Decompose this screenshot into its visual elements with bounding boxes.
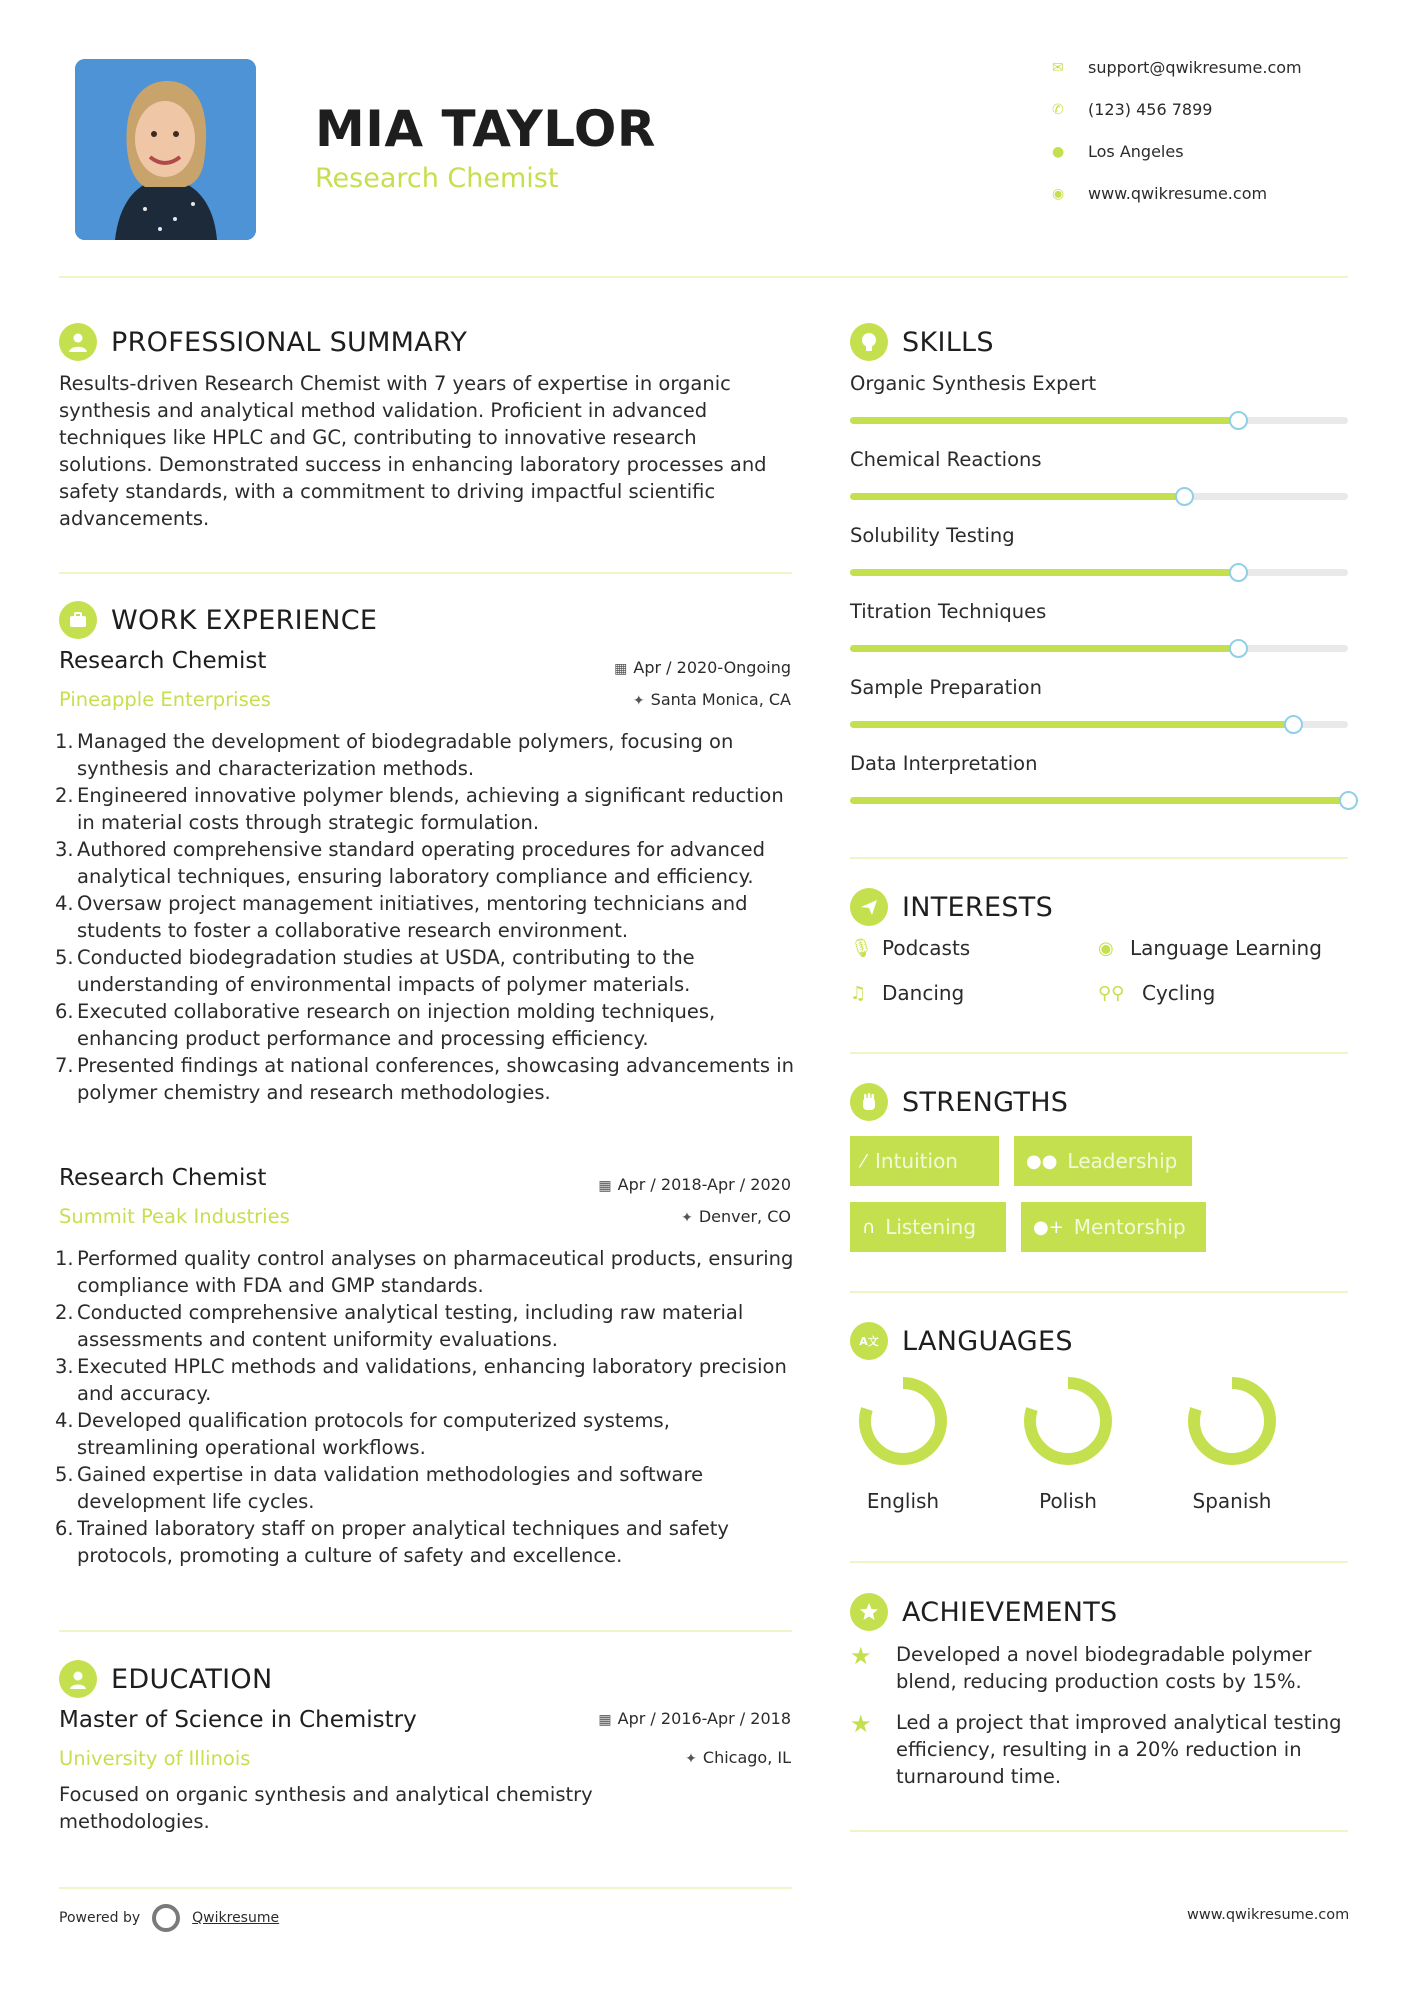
skill-name: Chemical Reactions [850,448,1042,471]
job-2-company: Summit Peak Industries [59,1205,290,1228]
language-label: English [866,1489,940,1513]
education-degree: Master of Science in Chemistry [59,1707,417,1733]
interest-podcasts: 🎙 Podcasts [850,936,971,960]
qwikresume-logo-icon [152,1904,180,1932]
education-description: Focused on organic synthesis and analytical chemistry methodologies. [59,1783,593,1833]
skill-bar-fill [850,721,1293,728]
job-1-company: Pineapple Enterprises [59,688,271,711]
skill-name: Solubility Testing [850,524,1015,547]
contact-location-text: Los Angeles [1088,142,1184,161]
job-1-title: Research Chemist [59,648,267,674]
pin-icon: ✦ [685,1751,697,1767]
skill-bar [850,645,1348,652]
skill-bar-fill [850,797,1348,804]
pin-icon: ✦ [681,1210,693,1226]
work-heading-text: WORK EXPERIENCE [111,604,378,636]
achievements-heading [850,1593,1118,1631]
achievement-2: Led a project that improved analytical testing efficiency, resulting in a 20% reduction in turnaround time. [896,1711,1342,1788]
list-item: 3. Executed HPLC methods and validations, enhancing laboratory precision and accuracy. [55,1355,787,1405]
powered-by-text: Powered by [59,1910,141,1926]
language-level-arc [865,1383,941,1459]
lightbulb-icon [850,323,888,361]
pin-icon: ✦ [632,693,645,709]
job-1-dates-text: Apr / 2020-Ongoing [633,658,791,677]
calendar-icon: ▦ [614,661,628,677]
skill-bar-fill [850,569,1238,576]
calendar-icon: ▦ [598,1712,612,1728]
skill-name: Data Interpretation [850,752,1038,775]
skill-bar [850,493,1348,500]
translate-icon: A文 [850,1322,888,1360]
education-location [685,1748,791,1767]
list-item: 5. Conducted biodegradation studies at USDA, contributing to the understanding of environmental impacts of polymer materials. [55,946,695,996]
language-level-arc [1030,1383,1106,1459]
job-1-duties [55,728,794,1106]
education-school: University of Illinois [59,1747,251,1770]
language-level-arc [1194,1383,1270,1459]
skills-divider [850,857,1348,859]
job-2-location [681,1207,791,1226]
work-heading [59,601,377,639]
list-item: 1. Performed quality control analyses on pharmaceutical products, ensuring compliance with FDA and GMP standards. [55,1247,794,1297]
brand-link[interactable]: Qwikresume [192,1910,280,1926]
contact-website-text: www.qwikresume.com [1088,184,1268,203]
interest-cycling: ⚲⚲ Cycling [1098,981,1216,1005]
language-level-ring [1182,1371,1282,1471]
envelope-icon: ✉ [1052,59,1064,76]
interests-divider [850,1052,1348,1054]
list-item: 7. Presented findings at national conferences, showcasing advancements in polymer chemistry and research methodologies. [55,1054,794,1104]
list-item: 5. Gained expertise in data validation methodologies and software development life cycles. [55,1463,704,1513]
education-dates [598,1709,791,1728]
job-2-dates-text: Apr / 2018-Apr / 2020 [617,1175,791,1194]
profile-photo [75,59,256,240]
skill-level-knob [1229,411,1248,430]
job-1-location [633,690,791,709]
graduate-icon [59,1660,97,1698]
work-divider [59,1630,792,1632]
header-divider [59,276,1348,278]
map-pin-icon: ● [1052,143,1065,160]
skill-level-knob [1339,791,1358,810]
strength-listening: ∩ Listening [850,1202,1006,1252]
skill-bar [850,797,1348,804]
headphones-icon: ∩ [862,1216,876,1238]
skills-heading [850,323,994,361]
contact-phone[interactable] [1052,100,1212,119]
skill-bar [850,721,1348,728]
skills-heading-text: SKILLS [902,326,994,358]
list-item: 2. Engineered innovative polymer blends, achieving a significant reduction in material costs through strategic formulation. [55,784,784,834]
globe-icon: ◉ [1098,937,1114,959]
skill-name: Sample Preparation [850,676,1042,699]
job-1-location-text: Santa Monica, CA [650,690,791,709]
skill-level-knob [1175,487,1194,506]
job-2-title: Research Chemist [59,1165,267,1191]
languages-heading-text: LANGUAGES [902,1325,1073,1357]
interest-language-learning: ◉ Language Learning [1098,936,1322,960]
star-icon: ★ [850,1642,872,1670]
achievements-heading-text: ACHIEVEMENTS [902,1596,1118,1628]
user-icon [59,323,97,361]
education-heading [59,1660,272,1698]
list-item: 3. Authored comprehensive standard operating procedures for advanced analytical techniques, ensuring laboratory compliance and efficiency. [55,838,765,888]
language-level-ring [853,1371,953,1471]
calendar-icon: ▦ [598,1178,612,1194]
contact-email[interactable] [1052,58,1302,77]
music-note-icon: ♫ [850,982,867,1004]
phone-icon: ✆ [1052,101,1064,118]
skill-name: Organic Synthesis Expert [850,372,1097,395]
briefcase-icon [59,601,97,639]
candidate-title: Research Chemist [315,163,559,194]
job-2-location-text: Denver, CO [698,1207,791,1226]
powered-by [59,1904,279,1932]
skill-bar [850,569,1348,576]
trophy-icon [850,1593,888,1631]
skill-level-knob [1284,715,1303,734]
contact-phone-text: (123) 456 7899 [1088,100,1213,119]
contact-location [1052,142,1184,161]
skill-bar-fill [850,417,1238,424]
list-item: 2. Conducted comprehensive analytical testing, including raw material assessments and content uniformity evaluations. [55,1301,744,1351]
user-plus-icon: ●+ [1033,1216,1064,1238]
achievement-1: Developed a novel biodegradable polymer blend, reducing production costs by 15%. [896,1643,1312,1693]
education-location-text: Chicago, IL [702,1748,791,1767]
list-item: 4. Developed qualification protocols for computerized systems, streamlining operational workflows. [55,1409,670,1459]
footer-website[interactable]: www.qwikresume.com [1187,1907,1350,1923]
strength-intuition: ⁄ Intuition [850,1136,999,1186]
summary-heading [59,323,467,361]
microphone-icon: 🎙 [850,937,873,959]
list-item: 1. Managed the development of biodegradable polymers, focusing on synthesis and characterization methods. [55,730,734,780]
skill-level-knob [1229,639,1248,658]
languages-heading [850,1322,1073,1360]
strength-leadership: ●● Leadership [1014,1136,1192,1186]
job-1-dates [614,658,791,677]
bicycle-icon: ⚲⚲ [1098,982,1125,1004]
strength-mentorship: ●+ Mentorship [1021,1202,1206,1252]
footer-divider [59,1887,792,1889]
skill-level-knob [1229,563,1248,582]
education-heading-text: EDUCATION [111,1663,273,1695]
language-label: Polish [1039,1489,1097,1513]
language-label: Spanish [1192,1489,1272,1513]
achievements-divider [850,1830,1348,1832]
list-item: 6. Executed collaborative research on injection molding techniques, enhancing product performance and processing efficiency. [55,1000,716,1050]
contact-email-text: support@qwikresume.com [1088,58,1302,77]
education-dates-text: Apr / 2016-Apr / 2018 [617,1709,791,1728]
globe-icon: ◉ [1052,185,1065,202]
job-2-dates [598,1175,791,1194]
interests-heading [850,888,1053,926]
list-item: 6. Trained laboratory staff on proper analytical techniques and safety protocols, promoting a culture of safety and excellence. [55,1517,729,1567]
strengths-heading-text: STRENGTHS [902,1086,1069,1118]
star-icon: ★ [850,1710,872,1738]
magic-wand-icon: ⁄ [862,1150,866,1172]
hand-icon [850,1083,888,1121]
job-2-duties [55,1245,794,1569]
interests-heading-text: INTERESTS [902,891,1054,923]
portrait-image [75,59,256,240]
paper-plane-icon [850,888,888,926]
candidate-name: MIA TAYLOR [315,100,656,158]
contact-website[interactable] [1052,184,1267,203]
summary-heading-text: PROFESSIONAL SUMMARY [111,326,468,358]
summary-divider [59,572,792,574]
users-icon: ●● [1026,1150,1058,1172]
strengths-heading [850,1083,1068,1121]
skill-bar-fill [850,493,1184,500]
list-item: 4. Oversaw project management initiatives, mentoring technicians and students to foster a collaborative research environment. [55,892,748,942]
interest-dancing: ♫ Dancing [850,981,965,1005]
skill-name: Titration Techniques [850,600,1047,623]
skill-bar [850,417,1348,424]
skill-bar-fill [850,645,1238,652]
summary-text: Results-driven Research Chemist with 7 years of expertise in organic synthesis and analytical method validation. Proficient in advanced techniques like HPLC and GC, contributing to innovative research solutions. Demonstrated success in enhancing laboratory processes and safety standards, with a commitment to driving impactful scientific advancements. [59,372,767,530]
strengths-divider [850,1291,1348,1293]
language-level-ring [1018,1371,1118,1471]
languages-divider [850,1561,1348,1563]
